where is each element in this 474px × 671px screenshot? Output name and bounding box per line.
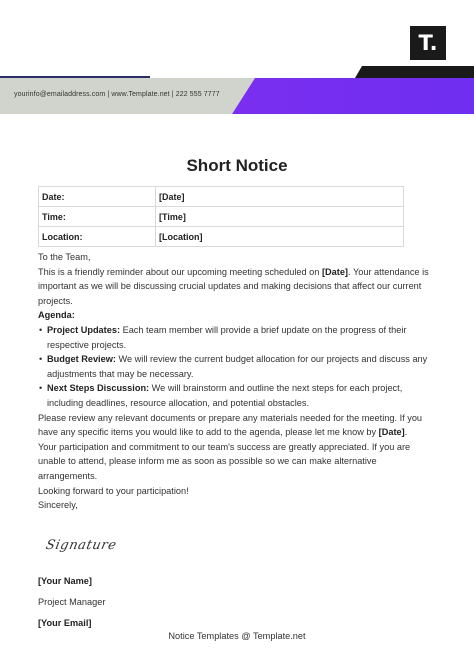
header-thin-line [0,76,150,78]
agenda-item-text: We will brainstorm and outline the next steps for each project, including deadlines, resource allocation, and potential obstacles. [47,383,403,408]
agenda-item-title: Next Steps Discussion: [47,383,150,394]
agenda-item-title: Budget Review: [47,354,116,365]
review-text: Please review any relevant documents or prepare any materials needed for the meeting. If you have any specific items you would like to add to the agenda, please let me know by [38,412,423,438]
table-row [39,227,404,247]
review-date: [Date] [378,427,405,438]
closing-line: Looking forward to your participation! [38,485,189,496]
notice-body [38,250,438,513]
review-paragraph [38,411,438,440]
location-label: Location: [39,227,156,247]
agenda-list [38,323,438,411]
intro-text-end: . Your attendance is important as we will be discussing crucial updates and making decisions that affect our current projects. [38,266,429,306]
date-label: Date: [39,187,156,207]
time-label: Time: [39,207,156,227]
sender-name: [Your Name] [38,576,92,586]
table-row [39,207,404,227]
page-title: Short Notice [186,156,288,175]
contact-info: yourinfo@emailaddress.com | www.Template.net | 222 555 7777 [14,91,220,98]
review-text-end: . [404,427,408,438]
logo-letter: T. [418,30,438,55]
list-item [38,381,438,410]
intro-text: This is a friendly reminder about our upcoming meeting scheduled on [38,266,322,277]
intro-date: [Date] [321,266,348,277]
agenda-item-text: Each team member will provide a brief update on the progress of their respective projects. [47,324,407,350]
info-table [38,186,404,247]
list-item [38,352,438,381]
footer-text: Notice Templates @ Template.net [168,631,306,641]
sender-role: Project Manager [38,597,106,607]
location-value: [Location] [156,227,404,247]
sender-email: [Your Email] [38,618,92,628]
agenda-label: Agenda: [38,310,75,321]
intro-paragraph [38,265,438,309]
header-band [0,66,474,118]
greeting: To the Team, [38,252,91,262]
signoff: Sincerely, [38,500,78,511]
list-item [38,323,438,352]
agenda-item-title: Project Updates: [47,324,121,335]
template-logo [410,26,446,60]
appreciation-paragraph: Your participation and commitment to our team's success are greatly appreciated. If you are unable to attend, please inform me as soon as possible so we can make alternative arrangements. [38,441,411,481]
table-row [39,187,404,207]
signature: Signature [44,538,119,553]
time-value: [Time] [156,207,404,227]
date-value: [Date] [156,187,404,207]
agenda-item-text: We will review the current budget allocation for our projects and discuss any adjustments that may be necessary. [47,354,428,379]
agenda-heading [38,308,438,323]
